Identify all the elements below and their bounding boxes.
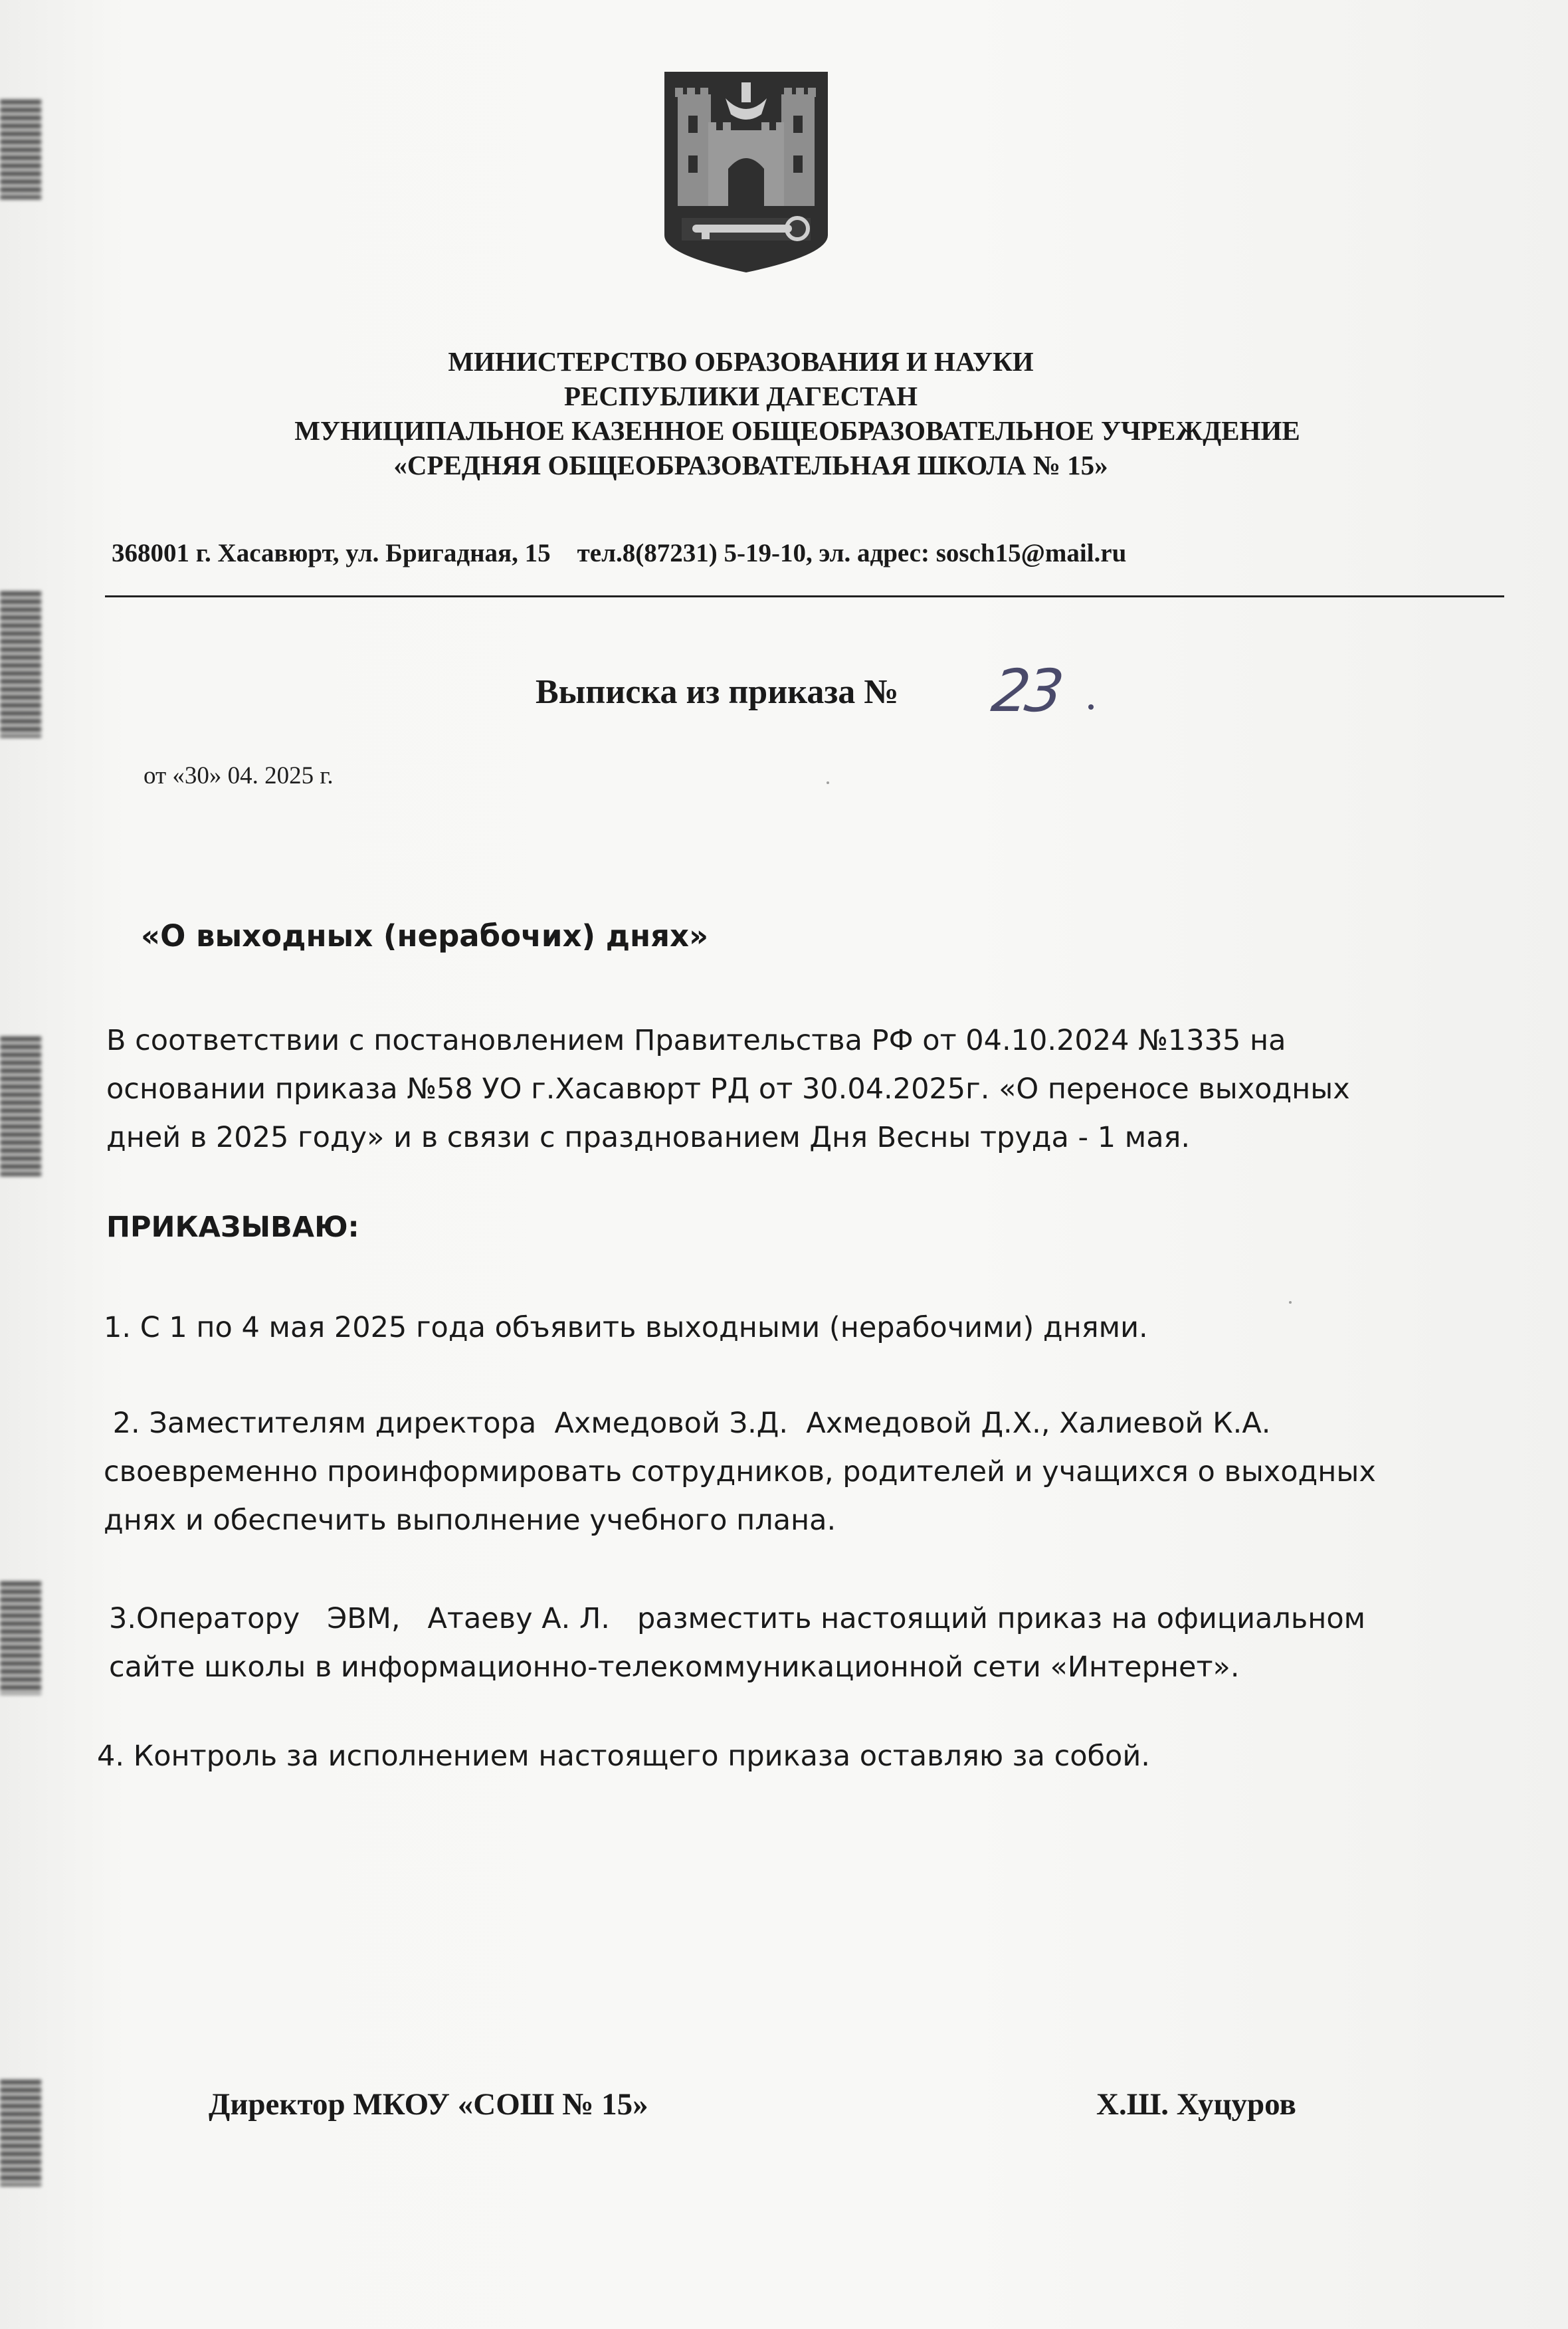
scan-edge-mark [0,591,41,738]
paragraph-line: В соответствии с постановлением Правительства РФ от 04.10.2024 №1335 на [106,1024,1286,1057]
scan-speck [1289,1301,1292,1304]
paragraph-line: 1. С 1 по 4 мая 2025 года объявить выходными (нерабочими) днями. [104,1311,1148,1344]
scan-edge-mark [0,1581,41,1694]
scan-edge-mark [0,2080,41,2186]
paragraph-line: сайте школы в информационно-телекоммуникационной сети «Интернет». [109,1651,1240,1684]
order-item-1 [104,1304,1148,1352]
header-line: МИНИСТЕРСТВО ОБРАЗОВАНИЯ И НАУКИ [448,346,1034,377]
contact-line [112,538,1126,568]
paragraph-line: 2. Заместителям директора Ахмедовой З.Д. Ахмедовой Д.Х., Халиевой К.А. [104,1407,1271,1440]
order-subject: «О выходных (нерабочих) днях» [141,918,709,954]
city-coat-of-arms-icon [662,69,831,275]
order-item-2 [104,1399,1376,1545]
postal-address: 368001 г. Хасавюрт, ул. Бригадная, 15 [112,539,551,567]
scan-speck [827,781,829,784]
header-line: МУНИЦИПАЛЬНОЕ КАЗЕННОЕ ОБЩЕОБРАЗОВАТЕЛЬНОЕ УЧРЕЖДЕНИЕ [294,415,1300,446]
order-item-3 [109,1595,1365,1692]
paragraph-line: 4. Контроль за исполнением настоящего приказа оставляю за собой. [97,1740,1150,1773]
handwritten-order-number: 23 [987,657,1064,725]
institution-header [100,344,1495,482]
signatory-name: Х.Ш. Хуцуров [1096,2087,1296,2122]
scan-edge-mark [0,1037,41,1176]
phone-email: тел.8(87231) 5-19-10, эл. адрес: sosch15@mail.ru [577,539,1127,567]
paragraph-line: 3.Оператору ЭВМ, Атаеву А. Л. разместить настоящий приказ на официальном [109,1602,1366,1635]
paragraph-line: днях и обеспечить выполнение учебного плана. [104,1504,836,1537]
order-keyword: ПРИКАЗЫВАЮ: [106,1211,359,1244]
header-divider [105,595,1504,597]
intro-paragraph [106,1017,1350,1162]
paragraph-line: дней в 2025 году» и в связи с празднованием Дня Весны труда - 1 мая. [106,1121,1191,1154]
header-line: РЕСПУБЛИКИ ДАГЕСТАН [563,381,918,411]
handwritten-dot [1088,704,1094,710]
document-title: Выписка из приказа № [536,673,899,711]
paragraph-line: основании приказа №58 УО г.Хасавюрт РД от 30.04.2025г. «О переносе выходных [106,1072,1350,1106]
header-line: «СРЕДНЯЯ ОБЩЕОБРАЗОВАТЕЛЬНАЯ ШКОЛА № 15» [393,450,1108,480]
order-item-4 [97,1732,1150,1781]
scan-edge-mark [0,100,41,199]
paragraph-line: своевременно проинформировать сотрудников, родителей и учащихся о выходных [104,1455,1376,1488]
document-date: от «30» 04. 2025 г. [144,762,334,789]
signatory-position: Директор МКОУ «СОШ № 15» [209,2087,648,2122]
